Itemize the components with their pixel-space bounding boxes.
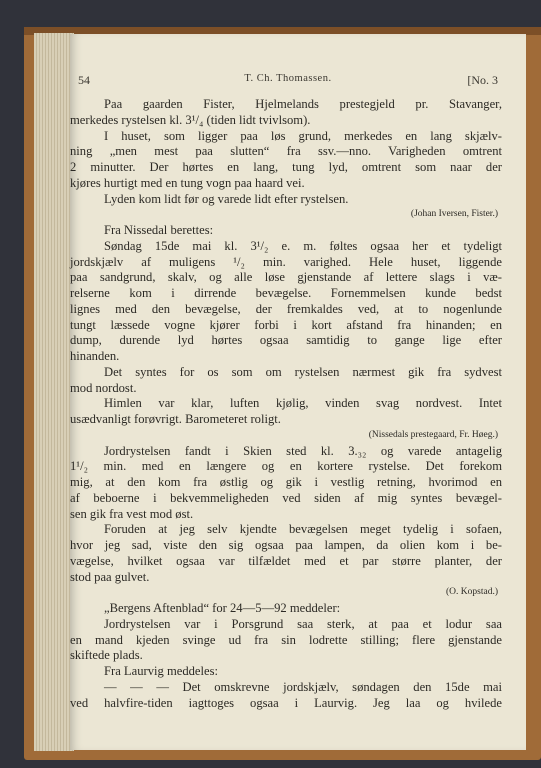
text-line: paa sandgrund, skalv, og alle løse gjenstande af lettere slags i væ- <box>70 270 502 285</box>
text-line: I huset, som ligger paa løs grund, merkedes en lang skjælv- <box>104 128 502 143</box>
text-line: ved halvfire-tiden iagttoges ogsaa i Laurvig. Jeg laa og hvilede <box>70 695 502 710</box>
text-line: en mand kjeden svinge ud fra sin lodrette stilling; flere gjenstande <box>70 632 502 647</box>
text-line: tungt læssede vogne kjører forbi i kort afstand fra hinanden; en <box>70 317 502 332</box>
signature-line: (O. Kopstad.) <box>446 587 498 598</box>
series-number: [No. 3 <box>467 73 498 87</box>
text-line: relserne kom i dirrende bevægelse. Fornemmelsen kunde bedst <box>70 286 502 300</box>
text-line: merkedes rystelsen kl. 3¹/₄ (tiden lidt tvivlsom). <box>70 112 311 127</box>
text-line: mod nordost. <box>70 380 137 395</box>
text-line: — — — Det omskrevne jordskjælv, søndagen den 15de mai <box>104 679 502 694</box>
text-line: Paa gaarden Fister, Hjelmelands prestegjeld pr. Stavanger, <box>104 97 502 111</box>
text-line: Det syntes for os som om rystelsen nærmest gik fra sydvest <box>104 364 502 379</box>
text-line: Fra Laurvig meddeles: <box>104 664 219 678</box>
text-line: kjøres hurtigt med en tung vogn paa haard vei. <box>70 175 305 190</box>
text-line: „Bergens Aftenblad“ for 24—5—92 meddeler: <box>104 601 341 615</box>
text-line: Fra Nissedal berettes: <box>104 223 214 237</box>
running-title: T. Ch. Thomassen. <box>244 73 332 84</box>
page-number: 54 <box>78 73 90 87</box>
page-edges <box>34 33 74 751</box>
text-line: ning „men mest paa slutten“ fra ssv.—nno. Varigheden omtrent <box>70 144 502 159</box>
text-line: dump, durende lyd hørtes ogsaa samtidig to gange lige efter <box>70 333 502 348</box>
text-line: Jordrystelsen var i Porsgrund saa sterk, at paa et lodur saa <box>104 616 502 631</box>
text-line: Jordrystelsen fandt i Skien sted kl. 3.₃₂ og varede antagelig <box>104 443 502 458</box>
signature-line: (Johan Iversen, Fister.) <box>410 209 498 220</box>
text-line: usædvanligt forøvrigt. Barometeret roligt. <box>70 412 281 426</box>
text-line: vægelse, hvilket ogsaa var tilfældet med et par større planter, der <box>70 553 502 568</box>
signature-line: (Nissedals prestegaard, Fr. Høeg.) <box>368 429 498 440</box>
text-line: 2 minutter. Der hørtes en lang, tung lyd, omtrent som naar der <box>70 160 502 174</box>
text-line: Himlen var klar, luften kjølig, vinden svag nordvest. Intet <box>104 396 502 411</box>
text-line: Foruden at jeg selv kjendte bevægelsen meget tydelig i sofaen, <box>104 522 502 537</box>
body-text <box>70 97 502 711</box>
text-line: Søndag 15de mai kl. 3¹/₂ e. m. føltes ogsaa her et tydeligt <box>104 238 502 253</box>
running-header <box>78 73 498 89</box>
text-line: Lyden kom lidt før og varede lidt efter rystelsen. <box>104 191 349 206</box>
text-line: hvor jeg sad, viste den sig ogsaa paa lampen, da olien kom i be- <box>70 538 502 552</box>
text-line: sen gik fra vest mod øst. <box>70 506 194 521</box>
text-line: lignes med den bevægelse, der fremkaldes ved, at to nogenlunde <box>70 301 502 316</box>
text-line: skiftede plads. <box>70 648 143 663</box>
text-line: stod paa gulvet. <box>70 569 150 584</box>
text-line: jordskjælv af muligens ¹/₂ min. varighed. Hele huset, liggende <box>70 254 502 269</box>
text-line: af beboerne i bekvemmeligheden ved siden af mig syntes bevægel- <box>70 490 502 505</box>
text-line: 1¹/₂ min. med en længere og en kortere rystelse. Det forekom <box>70 459 502 474</box>
text-line: mig, at den kom fra østlig og gik i vestlig retning, hvorimod en <box>70 475 502 489</box>
text-line: hinanden. <box>70 349 120 363</box>
